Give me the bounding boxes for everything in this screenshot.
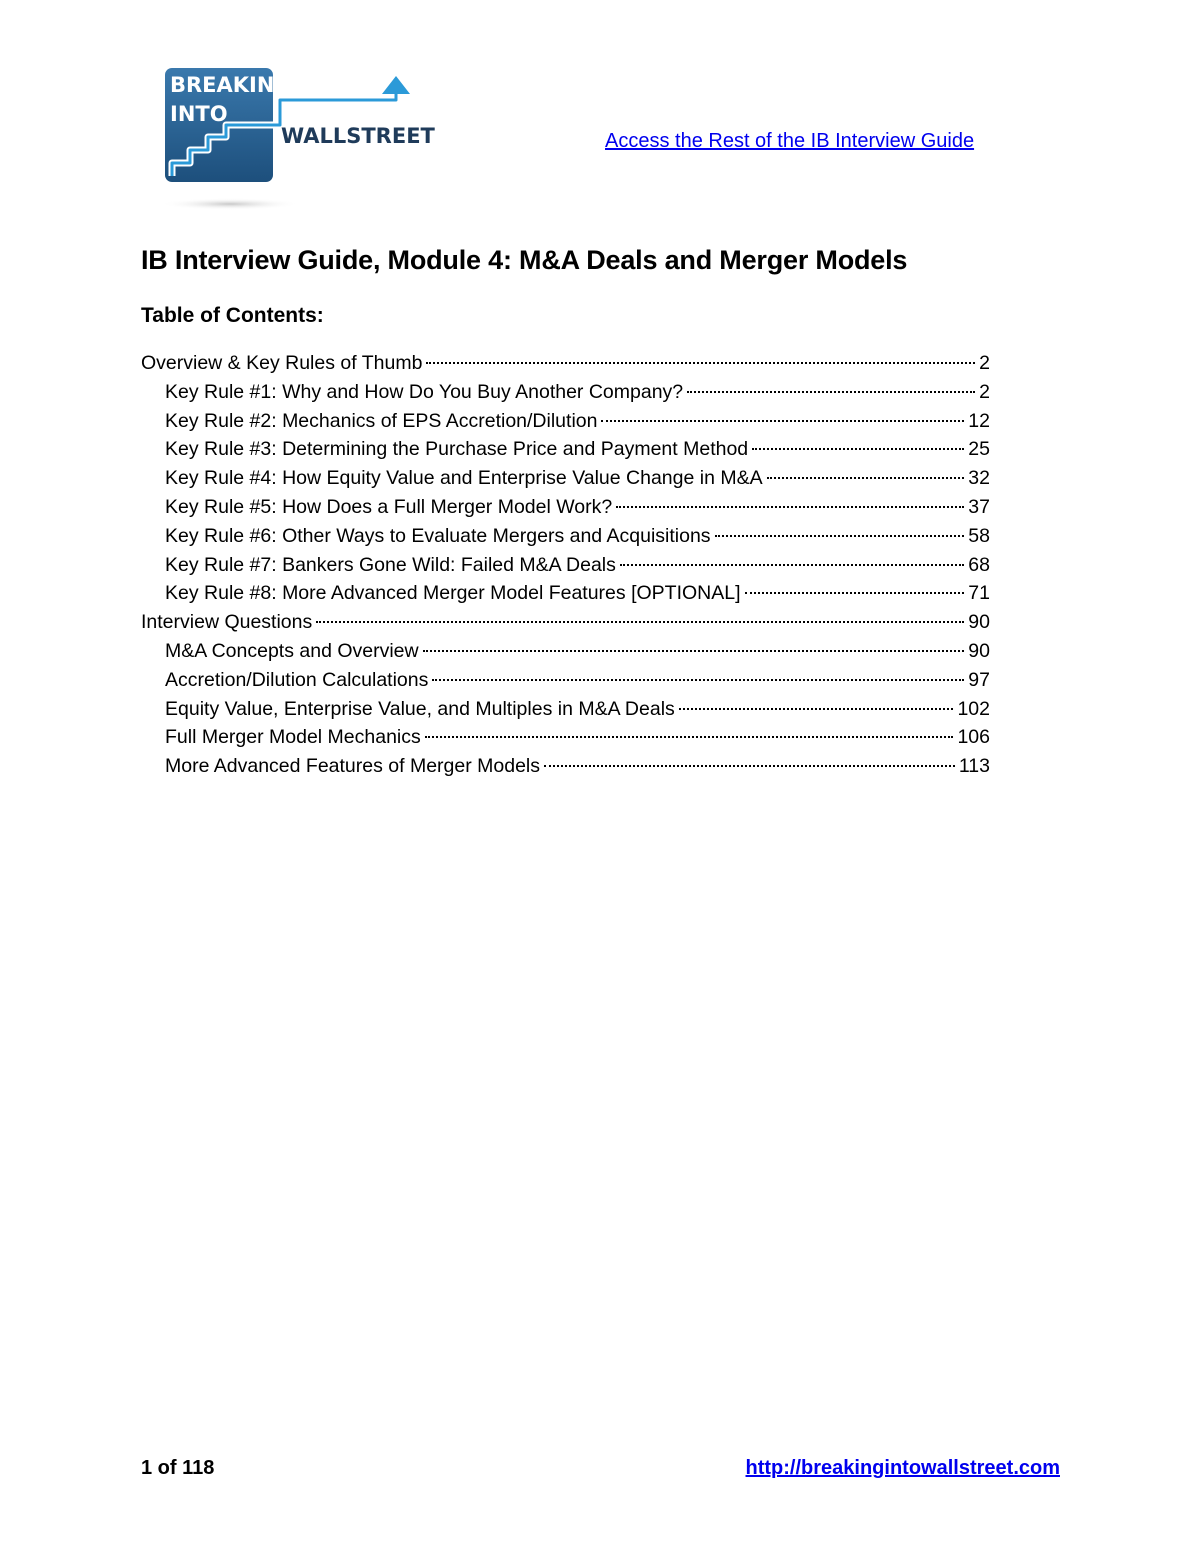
arrow-up-icon bbox=[382, 76, 410, 94]
toc-entry-page-number: 71 bbox=[968, 582, 990, 605]
toc-entry-page-number: 32 bbox=[968, 467, 990, 490]
toc-dot-leader bbox=[425, 736, 954, 738]
toc-entry-label: More Advanced Features of Merger Models bbox=[165, 755, 541, 778]
toc-entry-page-number: 2 bbox=[979, 352, 990, 374]
toc-dot-leader bbox=[316, 621, 964, 623]
toc-entry[interactable] bbox=[141, 582, 990, 611]
toc-entry[interactable] bbox=[141, 726, 990, 755]
document-title: IB Interview Guide, Module 4: M&A Deals and Merger Models bbox=[141, 245, 908, 275]
toc-entry-label: Key Rule #5: How Does a Full Merger Model Work? bbox=[165, 495, 613, 518]
toc-entry-page-number: 58 bbox=[968, 524, 990, 547]
toc-entry-label: Interview Questions bbox=[141, 611, 313, 634]
toc-dot-leader bbox=[752, 448, 964, 450]
toc-dot-leader bbox=[767, 477, 965, 479]
toc-entry-page-number: 12 bbox=[968, 409, 990, 432]
toc-dot-leader bbox=[432, 679, 964, 681]
logo-text-into: INTO bbox=[170, 102, 228, 126]
toc-entry-page-number: 90 bbox=[968, 611, 990, 634]
toc-entry-page-number: 102 bbox=[957, 697, 990, 720]
toc-entry[interactable] bbox=[141, 611, 990, 640]
toc-entry-page-number: 106 bbox=[957, 726, 990, 749]
toc-entry-label: Key Rule #1: Why and How Do You Buy Another Company? bbox=[165, 380, 684, 403]
toc-entry-page-number: 37 bbox=[968, 495, 990, 518]
toc-dot-leader bbox=[601, 420, 964, 422]
toc-entry-label: Equity Value, Enterprise Value, and Multiples in M&A Deals bbox=[165, 697, 675, 720]
toc-dot-leader bbox=[423, 650, 965, 652]
toc-dot-leader bbox=[715, 535, 965, 537]
toc-entry-label: Key Rule #4: How Equity Value and Enterprise Value Change in M&A bbox=[165, 467, 763, 490]
toc-entry-label: Full Merger Model Mechanics bbox=[165, 726, 421, 749]
toc-entry[interactable] bbox=[141, 496, 990, 525]
toc-dot-leader bbox=[687, 391, 975, 393]
toc-entry-label: Key Rule #6: Other Ways to Evaluate Mergers and Acquisitions bbox=[165, 524, 711, 547]
toc-entry-page-number: 97 bbox=[968, 668, 990, 691]
page-indicator: 1 of 118 bbox=[141, 1457, 215, 1479]
toc-entry[interactable] bbox=[141, 352, 990, 381]
toc-entry-page-number: 2 bbox=[979, 380, 990, 403]
toc-entry[interactable] bbox=[141, 698, 990, 727]
toc-dot-leader bbox=[620, 564, 964, 566]
access-guide-link[interactable]: Access the Rest of the IB Interview Guide bbox=[605, 130, 975, 152]
toc-entry-label: Accretion/Dilution Calculations bbox=[165, 668, 429, 691]
toc-entry[interactable] bbox=[141, 755, 990, 784]
footer-url-link[interactable]: http://breakingintowallstreet.com bbox=[745, 1457, 1060, 1479]
toc-entry[interactable] bbox=[141, 669, 990, 698]
toc-dot-leader bbox=[616, 506, 964, 508]
toc-entry-label: Key Rule #8: More Advanced Merger Model Features [OPTIONAL] bbox=[165, 582, 741, 605]
toc-entry-label: Overview & Key Rules of Thumb bbox=[141, 352, 423, 374]
toc-dot-leader bbox=[426, 362, 975, 364]
toc-dot-leader bbox=[745, 592, 965, 594]
table-of-contents bbox=[141, 352, 990, 784]
toc-entry-page-number: 113 bbox=[958, 755, 990, 778]
toc-dot-leader bbox=[544, 765, 955, 767]
toc-entry[interactable] bbox=[141, 467, 990, 496]
brand-logo bbox=[160, 68, 435, 214]
toc-entry[interactable] bbox=[141, 554, 990, 583]
toc-entry-page-number: 25 bbox=[968, 438, 990, 461]
toc-entry[interactable] bbox=[141, 381, 990, 410]
toc-entry[interactable] bbox=[141, 438, 990, 467]
toc-entry-label: Key Rule #3: Determining the Purchase Price and Payment Method bbox=[165, 438, 749, 461]
logo-shadow bbox=[160, 198, 300, 210]
logo-text-breaking: BREAKING bbox=[170, 73, 292, 97]
toc-entry[interactable] bbox=[141, 640, 990, 669]
toc-entry[interactable] bbox=[141, 410, 990, 439]
toc-entry-label: Key Rule #2: Mechanics of EPS Accretion/Dilution bbox=[165, 409, 598, 432]
toc-dot-leader bbox=[679, 708, 954, 710]
toc-heading: Table of Contents: bbox=[141, 304, 324, 327]
logo-text-wallstreet: WALLSTREET bbox=[281, 124, 435, 148]
toc-entry[interactable] bbox=[141, 525, 990, 554]
toc-entry-page-number: 90 bbox=[968, 639, 990, 662]
toc-entry-label: Key Rule #7: Bankers Gone Wild: Failed M&A Deals bbox=[165, 553, 616, 576]
toc-entry-label: M&A Concepts and Overview bbox=[165, 639, 419, 662]
toc-entry-page-number: 68 bbox=[968, 553, 990, 576]
